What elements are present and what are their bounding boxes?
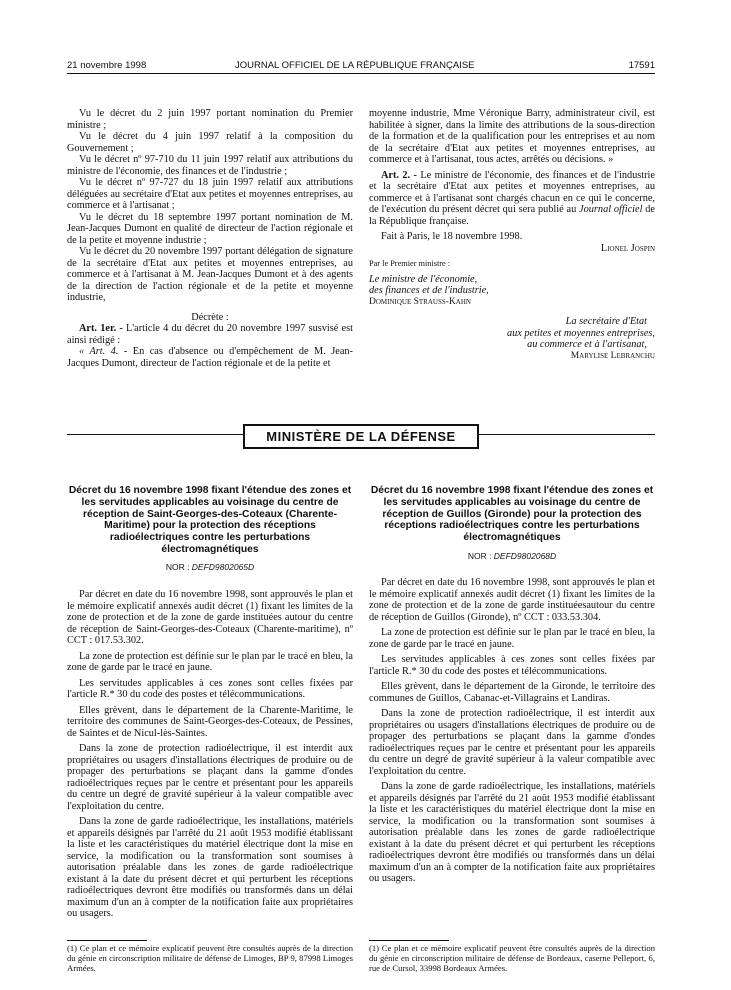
visa-paragraph: Vu le décret du 2 juin 1997 portant nomination du Premier ministre ; (67, 108, 353, 131)
secretary-title-2-text: aux petites et moyennes entreprises, (506, 327, 655, 339)
article-4-text: En cas d'absence ou d'empêchement de M. Jean-Jacques Dumont, directeur de l'action régionale et de la petite et (67, 346, 353, 369)
footnote-rule-left (67, 940, 147, 941)
decree-right-footnote: (1) Ce plan et ce mémoire explicatif peuvent être consultés auprès de la direction du génie en circonscription militaire de défense de Bordeaux, caserne Pelleport, 6, rue de Cursol, 33998 Bordeaux Armées. (369, 943, 655, 973)
secretary-title-3-text: au commerce et à l'artisanat, (527, 339, 647, 350)
minister-title-1 (369, 274, 655, 286)
article-2-journal: Journal officiel (579, 204, 643, 215)
continuation-paragraph: moyenne industrie, Mme Véronique Barry, administrateur civil, est habilitée à signer, dans la limite des attributions de la sous-direction de la formation et de la qualification pour les entreprises et au nom de la secrétaire d'Etat aux petites et moyennes entreprises, au commerce et à l'artisanat, tous actes, arrêtés ou décisions. » (369, 108, 655, 165)
decree-paragraph: Dans la zone de garde radioélectrique, les installations, matériels et appareils désignés par l'arrêté du 21 août 1953 modifié établissant la liste et les caractéristiques du matériel électrique dont la mise en service, la modification ou la transformation sont soumises à autorisation préalable dans les zones de garde radioélectrique existant à la date du présent décret et qui perturbent les réceptions radioélectriques devront être modifiés ou transformés dans un délai maximum d'un an à compter de la notification faite aux propriétaires ou usagers. (67, 816, 353, 919)
par-le-premier-ministre: Par le Premier ministre : (369, 259, 451, 268)
decree-paragraph: Les servitudes applicables à ces zones sont celles fixées par l'article R.* 30 du code des postes et télécommunications. (67, 677, 353, 700)
decree-paragraph: Par décret en date du 16 novembre 1998, sont approuvés le plan et le mémoire explicatif annexés audit décret (1) fixant les limites de la zone de protection et de la zone de garde instituéesautour du centre de réception de Guillos (Gironde), nº CCT : 033.53.304. (369, 577, 655, 623)
nor-code: DEFD9802065D (191, 562, 255, 572)
visa-paragraph: Vu le décret du 18 septembre 1997 portant nomination de M. Jean-Jacques Dumont en qualité de directeur de l'action régionale et de la petite et moyenne industrie ; (67, 211, 353, 246)
header-journal-title: JOURNAL OFFICIEL DE LA RÉPUBLIQUE FRANÇAISE (235, 60, 475, 71)
header-date: 21 novembre 1998 (67, 60, 147, 71)
header-rule (67, 73, 655, 74)
decree-paragraph: Elles grèvent, dans le département de la Gironde, le territoire des communes de Guillos, Cabanac-et-Villagrains et Landiras. (369, 681, 655, 704)
article-1 (67, 323, 353, 346)
minister-title-2-text: des finances et de l'industrie, (369, 285, 489, 296)
article-2 (369, 170, 655, 228)
decree-paragraph: Dans la zone de protection radioélectrique, il est interdit aux propriétaires ou usagers d'installations électriques de produire ou de propager des perturbations se plaçant dans la gamme d'ondes radioélectriques reçues par le centre et présentant pour les appareils du centre un degré de gravité supérieur à la valeur compatible avec l'exploitation du centre. (67, 743, 353, 812)
top-right-column (369, 108, 655, 362)
header-page-number: 17591 (628, 60, 655, 71)
visa-paragraph: Vu le décret nº 97-727 du 18 juin 1997 relatif aux attributions déléguées au secrétaire d'Etat aux petites et moyennes entreprises, au commerce et à l'artisanat ; (67, 177, 353, 211)
decrete-heading: Décrète : (191, 311, 229, 323)
decree-left-title: Décret du 16 novembre 1998 fixant l'étendue des zones et les servitudes applicables au voisinage du centre de réception de Saint-Georges-des-Coteaux (Charente-Maritime) pour la protection des réceptions radioélectriques contre les perturbations électromagnétiques (68, 485, 352, 555)
secretary-name: Marylise Lebranchu (570, 350, 655, 361)
decree-paragraph: La zone de protection est définie sur le plan par le tracé en bleu, la zone de garde par le tracé en jaune. (369, 627, 655, 650)
decree-left-nor (67, 562, 353, 572)
article-2-text-a: Le ministre de l'économie, des finances et de l'industrie et la secrétaire d'Etat aux petites et moyennes entreprises, au commerce et à l'artisanat sont chargés chacun en ce qui le concerne, de l'exécution du présent décret qui sera publié au (369, 169, 655, 215)
page-header (67, 58, 655, 74)
top-left-column (67, 108, 353, 369)
article-2-label: Art. 2. - (381, 169, 417, 181)
decree-paragraph: Elles grèvent, dans le département de la Charente-Maritime, le territoire des communes de Saint-Georges-des-Coteaux, de Pessines, de Saintes et de Nicul-lès-Saintes. (67, 704, 353, 739)
decree-left-footnote: (1) Ce plan et ce mémoire explicatif peuvent être consultés auprès de la direction du génie en circonscription militaire de défense de Limoges, BP 9, 87998 Limoges Armées. (67, 943, 353, 973)
decree-right-nor (369, 551, 655, 561)
fait-a-paris: Fait à Paris, le 18 novembre 1998. (381, 231, 523, 242)
decree-paragraph: Par décret en date du 16 novembre 1998, sont approuvés le plan et le mémoire explicatif annexés audit décret (1) fixant les limites de la zone de protection et de la zone de garde instituées autour du centre de réception de Saint-Georges-des-Coteaux (Charente-maritime), nº CCT : 017.53.302. (67, 589, 353, 646)
decree-paragraph: Les servitudes applicables à ces zones sont celles fixées par l'article R.* 30 du code des postes et télécommunications. (369, 654, 655, 677)
decree-right-body (369, 577, 655, 885)
signer-name: Lionel Jospin (600, 242, 655, 254)
minister-title-2 (369, 285, 655, 297)
decree-paragraph: Dans la zone de garde radioélectrique, les installations, matériels et appareils désignés par l'arrêté du 21 août 1953 modifié établissant la liste et les caractéristiques du matériel électrique dont la mise en service, la modification ou la transformation sont soumises à autorisation préalable dans les zones de garde radioélectrique existant à la date du présent décret et qui perturbent les réceptions radioélectriques devront être modifiés ou transformés dans un délai maximum d'un an à compter de la notification faite aux propriétaires ou usagers. (369, 781, 655, 884)
nor-code: DEFD9802068D (493, 551, 557, 561)
decree-right-title: Décret du 16 novembre 1998 fixant l'étendue des zones et les servitudes applicables au voisinage du centre de réception de Guillos (Gironde) pour la protection des réceptions radioélectriques contre les perturbations électromagnétiques (370, 485, 654, 544)
article-1-text: L'article 4 du décret du 20 novembre 1997 susvisé est ainsi rédigé : (67, 323, 353, 346)
decree-paragraph: La zone de protection est définie sur le plan par le tracé en bleu, la zone de garde par le tracé en jaune. (67, 650, 353, 673)
visa-paragraph: Vu le décret du 4 juin 1997 relatif à la composition du Gouvernement ; (67, 131, 353, 154)
decree-left-body (67, 589, 353, 920)
visa-paragraph: Vu le décret du 20 novembre 1997 portant délégation de signature de la secrétaire d'Etat aux petites et moyennes entreprises, au commerce et à l'artisanat à M. Jean-Jacques Dumont et à des agents de la direction de l'action régionale et de la petite et moyenne industrie, (67, 246, 353, 303)
secretary-title-1-text: La secrétaire d'Etat (565, 316, 647, 327)
nor-label: NOR : (467, 551, 494, 561)
secretary-title-3 (369, 339, 655, 351)
visa-paragraph: Vu le décret nº 97-710 du 11 juin 1997 relatif aux attributions du ministre de l'économie, des finances et de l'industrie ; (67, 154, 353, 177)
nor-label: NOR : (165, 562, 192, 572)
secretary-title-1 (369, 316, 655, 328)
article-4-quote (67, 346, 353, 369)
footnote-rule-right (369, 940, 449, 941)
minister-name: Dominique Strauss-Kahn (369, 296, 471, 307)
article-4-label: « Art. 4. - (79, 346, 128, 357)
decree-paragraph: Dans la zone de protection radioélectrique, il est interdit aux propriétaires ou usagers d'installations électriques de produire ou de propager des perturbations se plaçant dans la gamme d'ondes radioélectriques reçues par le centre et présentant pour les appareils du centre un degré de gravité supérieur à la valeur compatible avec l'exploitation du centre. (369, 708, 655, 777)
minister-title-1-text: Le ministre de l'économie, (369, 273, 478, 285)
article-2-text-b: de la République française. (369, 204, 656, 227)
ministry-heading: MINISTÈRE DE LA DÉFENSE (243, 424, 479, 449)
article-1-label: Art. 1er. - (79, 323, 123, 334)
secretary-title-2 (369, 328, 655, 340)
